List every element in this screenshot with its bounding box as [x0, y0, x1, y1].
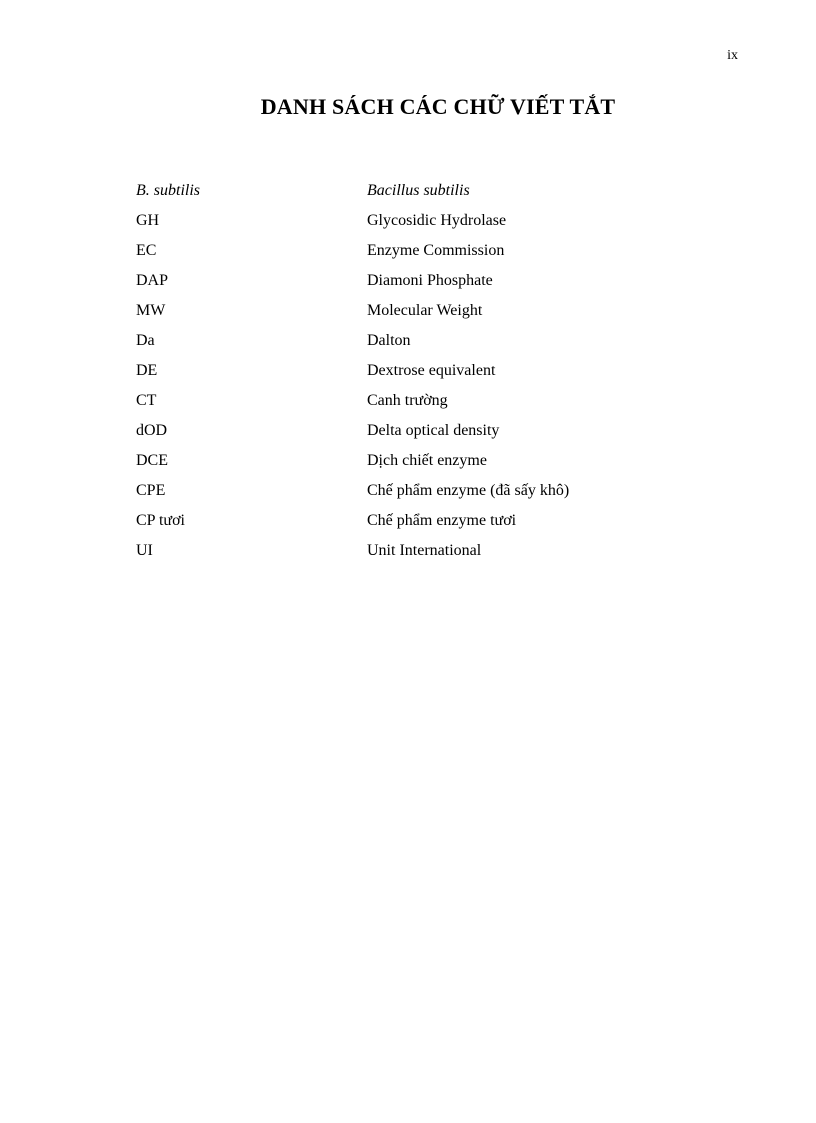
- abbreviation-row: [136, 476, 696, 506]
- abbreviation-meaning: Chế phẩm enzyme (đã sấy khô): [367, 482, 570, 499]
- abbreviation-meaning: Glycosidic Hydrolase: [367, 212, 507, 229]
- abbreviation-term: GH: [136, 212, 160, 229]
- abbreviation-term: Da: [136, 332, 155, 349]
- abbreviation-meaning: Chế phẩm enzyme tươi: [367, 512, 517, 529]
- abbreviation-term: DAP: [136, 272, 169, 289]
- abbreviation-row: [136, 356, 696, 386]
- page-number: ix: [727, 48, 738, 63]
- abbreviation-row: [136, 506, 696, 536]
- abbreviation-row: [136, 296, 696, 326]
- abbreviation-meaning: Bacillus subtilis: [367, 182, 470, 199]
- abbreviation-meaning: Canh trường: [367, 392, 448, 409]
- abbreviation-meaning: Dịch chiết enzyme: [367, 452, 487, 469]
- abbreviation-row: [136, 386, 696, 416]
- abbreviation-row: [136, 176, 696, 206]
- abbreviation-row: [136, 536, 696, 566]
- abbreviation-row: [136, 266, 696, 296]
- abbreviation-row: [136, 326, 696, 356]
- abbreviation-meaning: Dalton: [367, 332, 411, 349]
- abbreviation-term: CPE: [136, 482, 166, 499]
- abbreviation-term: EC: [136, 242, 157, 259]
- abbreviation-term: DCE: [136, 452, 168, 469]
- abbreviation-meaning: Delta optical density: [367, 422, 500, 439]
- abbreviation-row: [136, 236, 696, 266]
- abbreviation-row: [136, 206, 696, 236]
- abbreviation-meaning: Enzyme Commission: [367, 242, 505, 259]
- abbreviation-term: DE: [136, 362, 158, 379]
- abbreviation-list: [136, 176, 696, 566]
- abbreviation-meaning: Unit International: [367, 542, 482, 559]
- abbreviation-meaning: Diamoni Phosphate: [367, 272, 493, 289]
- abbreviation-term: UI: [136, 542, 153, 559]
- abbreviation-term: MW: [136, 302, 166, 319]
- abbreviation-meaning: Dextrose equivalent: [367, 362, 496, 379]
- abbreviation-term: CP tươi: [136, 512, 185, 529]
- abbreviation-term: B. subtilis: [136, 182, 201, 199]
- abbreviation-meaning: Molecular Weight: [367, 302, 483, 319]
- page-title: DANH SÁCH CÁC CHỮ VIẾT TẮT: [260, 94, 616, 119]
- abbreviation-term: dOD: [136, 422, 168, 439]
- abbreviation-term: CT: [136, 392, 157, 409]
- abbreviation-row: [136, 446, 696, 476]
- abbreviation-row: [136, 416, 696, 446]
